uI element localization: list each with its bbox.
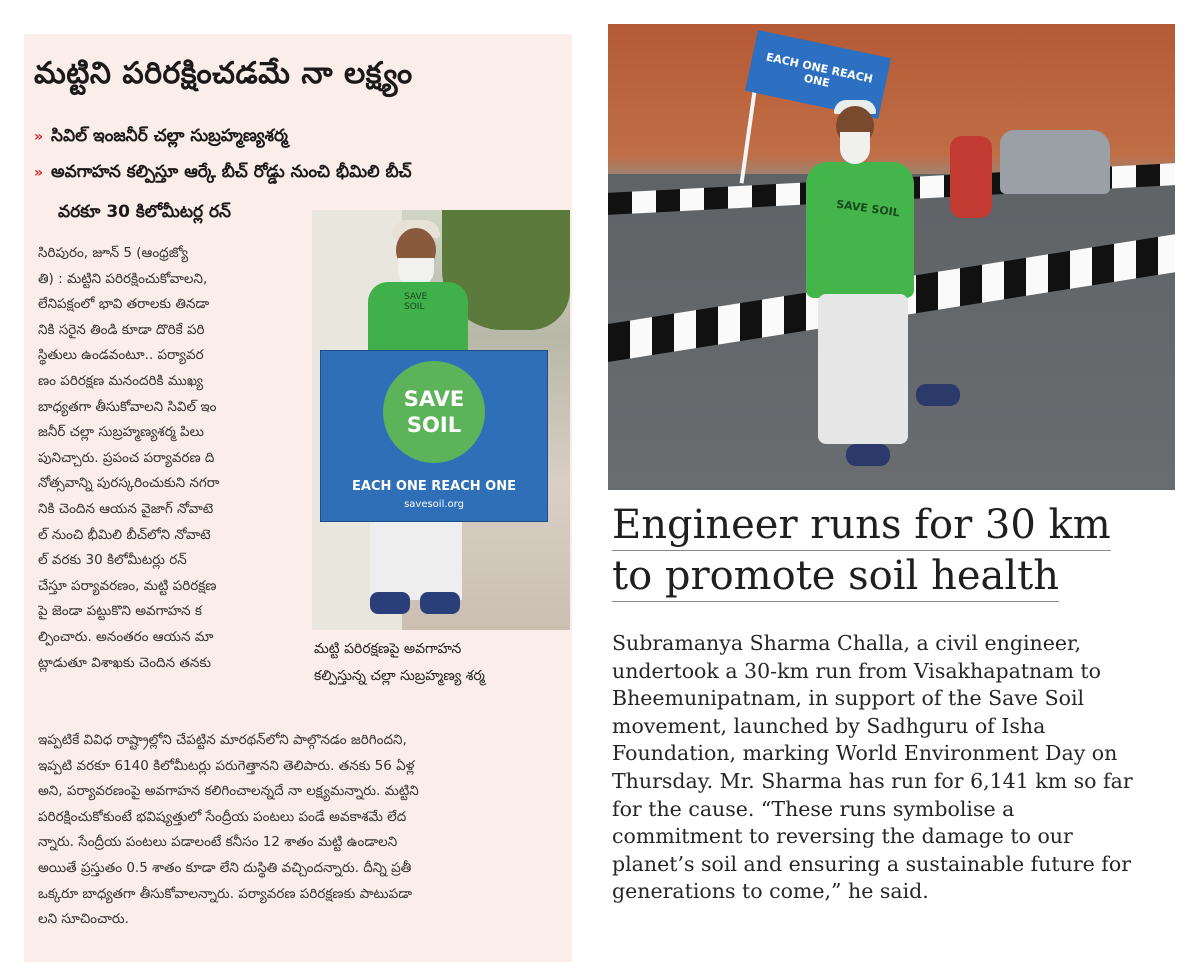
photo-runner-trousers (818, 294, 908, 444)
telugu-subhead-2-continued: వరకూ 30 కిలోమీటర్ల రన్ (58, 202, 231, 222)
subhead-2-text: అవగాహన కల్పిస్తూ ఆర్కే బీచ్ రోడ్డు నుంచి భీమిలి బీచ్ (51, 162, 412, 182)
save-soil-flag (320, 350, 548, 522)
telugu-photo-man-with-flag (312, 210, 570, 630)
telugu-body-line: అని, పర్యావరణంపై అవగాహన కలిగించాలన్నదే నా లక్ష్యమన్నారు. మట్టిని (38, 783, 419, 800)
english-article-body (612, 630, 1175, 906)
telugu-photo-caption (314, 636, 570, 690)
telugu-subhead-2 (34, 162, 412, 186)
photo-runner-right-shoe (916, 384, 960, 406)
telugu-body-line: నికి సరైన తిండి కూడా దొరికే పరి (38, 321, 205, 338)
telugu-body-line: న్నారు. సేంద్రీయ పంటలు పడాలంటే కనీసం 12 శాతం మట్టి ఉండాలని (38, 834, 398, 851)
telugu-subhead-1 (34, 126, 288, 150)
english-news-clipping (608, 24, 1175, 954)
telugu-body-line: తి) : మట్టిని పరిరక్షించుకోవాలని, (38, 270, 208, 287)
photo-runner-left-shoe (846, 444, 890, 466)
telugu-body-full-width (38, 728, 566, 933)
telugu-body-line: సిరిపురం, జూన్ 5 (ఆంధ్రజ్యో (38, 245, 189, 261)
flag-tagline: EACH ONE REACH ONE (352, 479, 516, 494)
telugu-body-line: ల్ నుంచి భీమిలి బీచ్‌లోని నోవాటె (38, 526, 211, 543)
flag-soil-text: SOIL (406, 413, 462, 437)
telugu-body-line: ల్ వరకు 30 కిలోమీటర్లు రన్ (38, 552, 187, 569)
telugu-body-line: జనీర్ చల్లా సుబ్రహ్మణ్యశర్మ పిలు (38, 424, 204, 441)
telugu-body-line: ఒక్కరూ బాధ్యతగా తీసుకోవాలన్నారు. పర్యావరణ పరిరక్షణకు పాటుపడా (38, 885, 412, 902)
english-article-line: Bheemunipatnam, in support of the Save Soil (612, 686, 1085, 711)
telugu-news-clipping (24, 34, 572, 962)
bullet-arrow-icon: » (34, 165, 44, 181)
english-article-line: Thursday. Mr. Sharma has run for 6,141 km so far (612, 768, 1133, 793)
telugu-body-line: ట్లాడుతూ విశాఖకు చెందిన తనకు (38, 654, 212, 671)
photo-scooter-rider (950, 136, 992, 218)
telugu-body-line: ల్పించారు. అనంతరం ఆయన మా (38, 628, 214, 645)
bullet-arrow-icon: » (34, 129, 44, 145)
telugu-body-line: నోత్సవాన్ని పురస్కరించుకుని నగరా (38, 475, 220, 492)
english-article-line: generations to come,” he said. (612, 879, 929, 904)
telugu-body-column (38, 241, 300, 676)
english-article-line: for the cause. “These runs symbolise a (612, 796, 1015, 821)
telugu-headline: మట్టిని పరిరక్షించడమే నా లక్ష్యం (34, 56, 413, 91)
english-article-line: planet’s soil and ensuring a sustainable future for (612, 851, 1131, 876)
telugu-body-line: పై జెండా పట్టుకొని అవగాహన క (38, 603, 202, 620)
telugu-body-line: ఇప్పటి వరకూ 6140 కిలోమీటర్లు పరుగెత్తానని తెలిపారు. తనకు 56 ఏళ్ల (38, 757, 415, 774)
photo-runner-flag: EACH ONE REACH ONE (745, 30, 891, 119)
english-article-line: Foundation, marking World Environment Day on (612, 741, 1118, 766)
photo-runner-beard (840, 132, 870, 164)
photo-runner-shirt (806, 162, 914, 298)
english-photo-runner (608, 24, 1175, 490)
headline-line-2: to promote soil health (612, 551, 1059, 602)
photo-left-shoe (370, 592, 410, 614)
english-article-line: movement, launched by Sadhguru of Isha (612, 713, 1046, 738)
runner-shirt-print: SAVE SOIL (835, 197, 901, 220)
photo-white-trousers (370, 510, 462, 600)
flag-website: savesoil.org (404, 499, 464, 510)
subhead-1-text: సివిల్ ఇంజనీర్ చల్లా సుబ్రహ్మణ్యశర్మ (51, 126, 288, 146)
shirt-print: SAVE SOIL (404, 292, 428, 312)
telugu-body-line: బాధ్యతగా తీసుకోవాలని సివిల్ ఇం (38, 398, 217, 415)
english-article-line: commitment to reversing the damage to our (612, 824, 1073, 849)
photo-right-shoe (420, 592, 460, 614)
telugu-body-line: అయితే ప్రస్తుతం 0.5 శాతం కూడా లేని దుస్థితి వచ్చిందన్నారు. దీన్ని ప్రతీ (38, 859, 412, 876)
caption-line-2: కల్పిస్తున్న చల్లా సుబ్రహ్మణ్య శర్మ (314, 668, 485, 684)
telugu-body-line: పునిచ్చారు. ప్రపంచ పర్యావరణ ది (38, 449, 215, 466)
flag-save-text: SAVE (403, 387, 465, 411)
headline-line-1: Engineer runs for 30 km (612, 500, 1111, 551)
telugu-body-line: స్థితులు ఉండవంటూ.. పర్యావర (38, 347, 204, 364)
telugu-body-line: లని సూచించారు. (38, 911, 129, 928)
save-soil-logo-circle (383, 361, 485, 463)
telugu-body-line: ఇప్పటికే వివిధ రాష్ట్రాల్లోని చేపట్టిన మారథన్‌లోని పాల్గొనడం జరిగిందని, (38, 732, 407, 748)
telugu-body-line: ణం పరిరక్షణ మనందరికి ముఖ్య (38, 372, 204, 389)
english-article-line: Subramanya Sharma Challa, a civil engineer, (612, 631, 1082, 655)
telugu-body-line: పరిరక్షించుకోకుంటే భవిష్యత్తులో సేంద్రీయ పంటలు పండే అవకాశమే లేద (38, 808, 407, 825)
caption-line-1: మట్టి పరిరక్షణపై అవగాహన (314, 641, 462, 657)
english-article-line: undertook a 30-km run from Visakhapatnam to (612, 658, 1101, 683)
english-headline (612, 500, 1112, 602)
telugu-body-line: లేనిపక్షంలో భావి తరాలకు తినడా (38, 296, 210, 313)
telugu-body-line: నికి చెందిన ఆయన వైజాగ్ నోవాటె (38, 500, 214, 517)
telugu-body-line: చేస్తూ పర్యావరణం, మట్టి పరిరక్షణ (38, 577, 217, 594)
photo-car (1000, 130, 1110, 194)
